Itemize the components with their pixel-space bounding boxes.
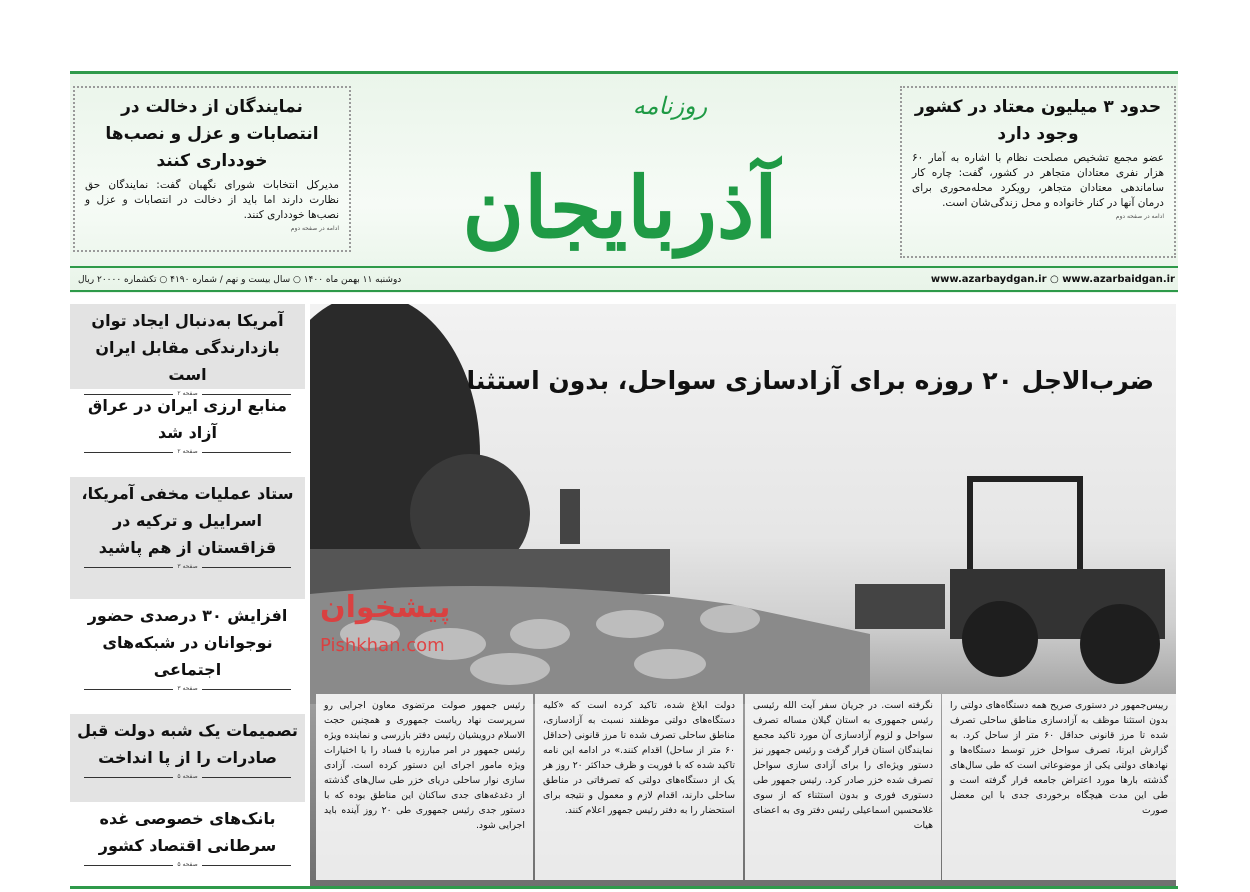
sidebar-item[interactable] [70, 304, 305, 397]
sidebar-headline: افزایش ۳۰ درصدی حضور نوجوانان در شبکه‌های اجتماعی [87, 606, 288, 679]
teaser-body: مدیرکل انتخابات شورای نگهبان گفت: نمایندگان حق نظارت دارند اما باید از دخالت در انتصابات و عزل و نصب‌ها خودداری کنند. [85, 179, 339, 221]
teaser-title: نمایندگان از دخالت در انتصابات و عزل و نصب‌ها خودداری کنند [105, 97, 319, 171]
main-headline[interactable]: ضرب‌الاجل ۲۰ روزه برای آزادسازی سواحل، بدون استثنا [466, 366, 1154, 395]
page-ref: صفحه ۲ [76, 388, 299, 401]
sidebar-headlines [70, 304, 305, 886]
watermark-logo: پیشخوان [320, 590, 451, 625]
article-column: دولت ابلاغ شده، تاکید کرده است که «کلیه دستگاه‌های دولتی موظفند نسبت به آزادسازی، مناطق ساحلی تصرف شده تا مرز قانونی (حداقل ۶۰ متر از ساحل) اقدام کنند.» در ادامه این نامه تاکید شده که با فوریت و ظرف حداکثر ۲۰ روز هر یک از دستگاه‌های دولتی که تصرفاتی در مناطق ساحلی دارند، اقدام لازم و معمول و نتیجه برای استحضار را به دفتر رئیس جمهور اعلام کنند. [535, 694, 743, 880]
teaser-body: عضو مجمع تشخیص مصلحت نظام با اشاره به آمار ۶۰ هزار نفری معتادان متجاهر در کشور، گفت: چاره کار ساماندهی معتادان متجاهر، رویکرد محله‌محوری برای درمان آنها در کنار خانواده و محل زندگی‌شان است. [912, 152, 1164, 209]
website-links[interactable]: www.azarbaydgan.ir ○ www.azarbaidgan.ir [930, 274, 1175, 285]
continued-note: ادامه در صفحه دوم [290, 225, 339, 232]
sidebar-headline: منابع ارزی ایران در عراق آزاد شد [88, 396, 287, 442]
watermark-text: Pishkhan.com [320, 635, 445, 656]
sidebar-item[interactable] [70, 802, 305, 886]
sidebar-item[interactable] [70, 599, 305, 714]
article-column: رییس‌جمهور در دستوری صریح همه دستگاه‌های دولتی را بدون استثنا موظف به آزادسازی مناطق ساحلی تصرف شده تا مرز قانونی حداقل ۶۰ متر از ساحل کرد. به گزارش ایرنا، تصرف سواحل خزر توسط دستگاه‌ها و نهادهای دولتی یکی از موضوعاتی است که طی سال‌های گذشته بارها مورد اعتراض جامعه قرار گرفته است و طی این مدت هیچگاه برخوردی جدی با این معضل صورت [942, 694, 1176, 880]
sidebar-item[interactable] [70, 477, 305, 599]
date-line: دوشنبه ۱۱ بهمن ماه ۱۴۰۰ ○ سال بیست و نهم / شماره ۴۱۹۰ ○ تکشماره ۲۰۰۰۰ ریال [78, 275, 402, 285]
sidebar-item[interactable] [70, 714, 305, 802]
continued-note: ادامه در صفحه دوم [1115, 213, 1164, 220]
sidebar-headline: آمریکا به‌دنبال ایجاد توان بازدارندگی مقابل ایران است [91, 311, 284, 384]
article-column: رئیس جمهور صولت مرتضوی معاون اجرایی رو سرپرست نهاد ریاست جمهوری و همچنین حجت الاسلام درویشیان رئیس دفتر بازرسی و نماینده ویژه رئیس جمهور در امر مبارزه با فساد را با اختیارات ویژه مامور اجرای این دستور کرده است. آزادی سازی نوار ساحلی دریای خزر طی سال‌های گذشته از دغدغه‌های جدی ساکنان این مناطق بوده که با دستور جدی رئیس جمهوری طی ۲۰ روز آینده باید اجرایی شود. [316, 694, 533, 880]
newspaper-logo [410, 72, 830, 267]
sidebar-headline: تصمیمات یک شبه دولت قبل صادرات را از پا انداخت [77, 721, 298, 767]
bottom-rule [70, 886, 1178, 889]
sidebar-item[interactable] [70, 389, 305, 477]
page-ref: صفحه ۲ [76, 446, 299, 459]
article-column: نگرفته است. در جریان سفر آیت الله رئیسی رئیس جمهوری به استان گیلان مساله تصرف سواحل و لزوم آزادسازی آن مورد تاکید مجمع نمایندگان استان قرار گرفت و رئیس جمهور نیز دستور ویژه‌ای را برای آزادی سازی سواحل تصرف شده خزر صادر کرد. رئیس جمهور طی دستوری فوری و بدون استثناء که از سوی غلامحسین اسماعیلی رئیس دفتر وی به اعضای هیات [745, 694, 941, 880]
page-ref: صفحه ۳ [76, 683, 299, 696]
logo-subtitle: روزنامه [632, 92, 708, 120]
masthead-divider [70, 290, 1178, 292]
page-ref: صفحه ۳ [76, 561, 299, 574]
teaser-title: حدود ۳ میلیون معتاد در کشور وجود دارد [914, 97, 1162, 144]
sidebar-headline: ستاد عملیات مخفی آمریکا، اسراییل و ترکیه در قزاقستان از هم پاشید [81, 484, 294, 557]
logo-title: آذربایجان [462, 158, 778, 257]
left-teaser-box[interactable] [73, 86, 351, 252]
right-teaser-box[interactable] [900, 86, 1176, 258]
page-ref: صفحه ۵ [76, 859, 299, 872]
sidebar-headline: بانک‌های خصوصی غده سرطانی اقتصاد کشور [98, 809, 277, 855]
page-ref: صفحه ۵ [76, 771, 299, 784]
